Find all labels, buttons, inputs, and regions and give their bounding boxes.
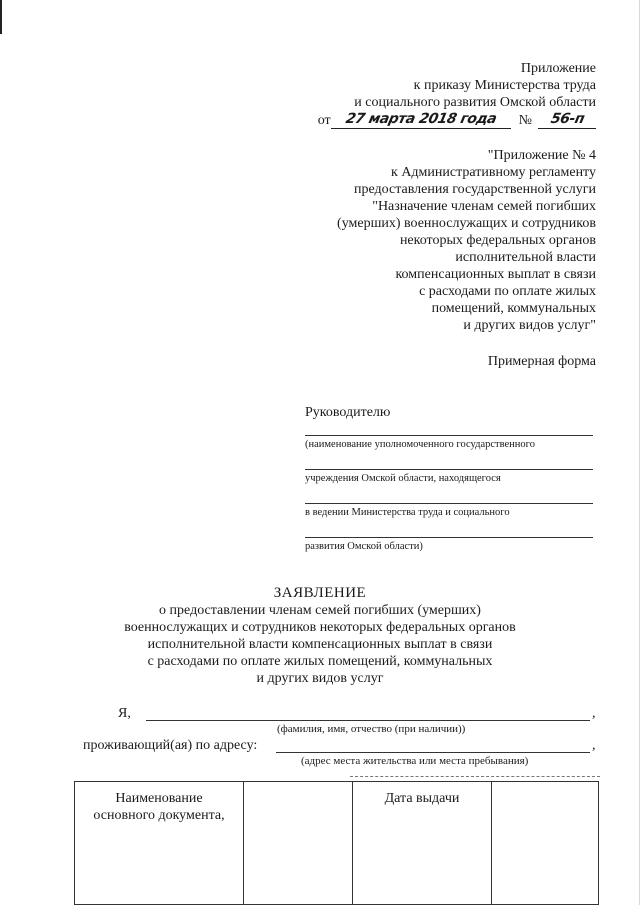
annex-line: (умерших) военнослужащих и сотрудников (337, 216, 596, 231)
annex-line: с расходами по оплате жилых (419, 284, 596, 299)
address-comma: , (592, 738, 596, 753)
order-number-label: № (518, 113, 532, 128)
i-label: Я, (118, 706, 131, 721)
appendix-line-2: к приказу Министерства труда (413, 78, 596, 93)
statement-subtitle-line: исполнительной власти компенсационных выплат в связи (147, 637, 493, 652)
annex-line: компенсационных выплат в связи (395, 267, 596, 282)
addressee-title: Руководителю (305, 405, 391, 420)
annex-block (337, 147, 596, 334)
doc-name-header-line: Наименование (115, 791, 203, 806)
issue-date-header: Дата выдачи (384, 791, 460, 806)
annex-line: и других видов услуг" (463, 318, 596, 333)
order-date-field (331, 111, 511, 129)
doc-name-header-line: основного документа, (93, 808, 225, 823)
annex-line: "Назначение членам семей погибших (372, 199, 596, 214)
order-reference (318, 111, 596, 129)
address-label: проживающий(ая) по адресу: (83, 738, 258, 753)
name-hint: (фамилия, имя, отчество (при наличии)) (277, 723, 466, 735)
annex-line: некоторых федеральных органов (399, 233, 596, 248)
appendix-line-3: и социального развития Омской области (354, 95, 596, 110)
addressee-field[interactable]: (наименование уполномоченного государственного (305, 435, 593, 455)
statement-subtitle-line: о предоставлении членам семей погибших (умерших) (159, 603, 481, 618)
address-hint: (адрес места жительства или места пребывания) (301, 755, 529, 767)
order-number-field (538, 111, 596, 129)
appendix-header (354, 60, 596, 111)
applicant-name-field[interactable] (146, 719, 590, 721)
annex-line: предоставления государственной услуги (354, 182, 596, 197)
annex-line: исполнительной власти (455, 250, 596, 265)
addressee-field[interactable]: в ведении Министерства труда и социального (305, 503, 593, 523)
statement-subtitle-line: с расходами по оплате жилых помещений, коммунальных (147, 654, 493, 669)
statement-title: ЗАЯВЛЕНИЕ (273, 585, 367, 601)
addressee-block (305, 404, 593, 571)
doc-name-header-cell (75, 782, 244, 905)
appendix-line-1: Приложение (520, 61, 596, 76)
order-prefix: от (317, 113, 331, 128)
issue-date-value-cell[interactable] (492, 782, 599, 905)
annex-line: "Приложение № 4 (487, 148, 596, 163)
document-table (74, 781, 599, 905)
applicant-address-field[interactable] (276, 751, 590, 753)
order-date-handwritten: 27 марта 2018 года (343, 111, 498, 127)
annex-line: к Административному регламенту (391, 165, 596, 180)
order-number-handwritten: 56-п (548, 111, 586, 127)
table-row (75, 782, 599, 905)
addressee-field[interactable]: развития Омской области) (305, 537, 593, 557)
form-type-label: Примерная форма (487, 354, 596, 369)
annex-line: помещений, коммунальных (431, 301, 596, 316)
statement-subtitle-line: и других видов услуг (256, 671, 384, 686)
issue-date-header-cell (353, 782, 492, 905)
addressee-field[interactable]: учреждения Омской области, находящегося (305, 469, 593, 489)
statement-subtitle-line: военнослужащих и сотрудников некоторых федеральных органов (124, 620, 516, 635)
statement-heading (0, 585, 640, 687)
scan-edge-mark (0, 0, 2, 34)
scan-dash-line (350, 776, 600, 777)
name-comma: , (592, 706, 596, 721)
doc-name-value-cell[interactable] (244, 782, 353, 905)
